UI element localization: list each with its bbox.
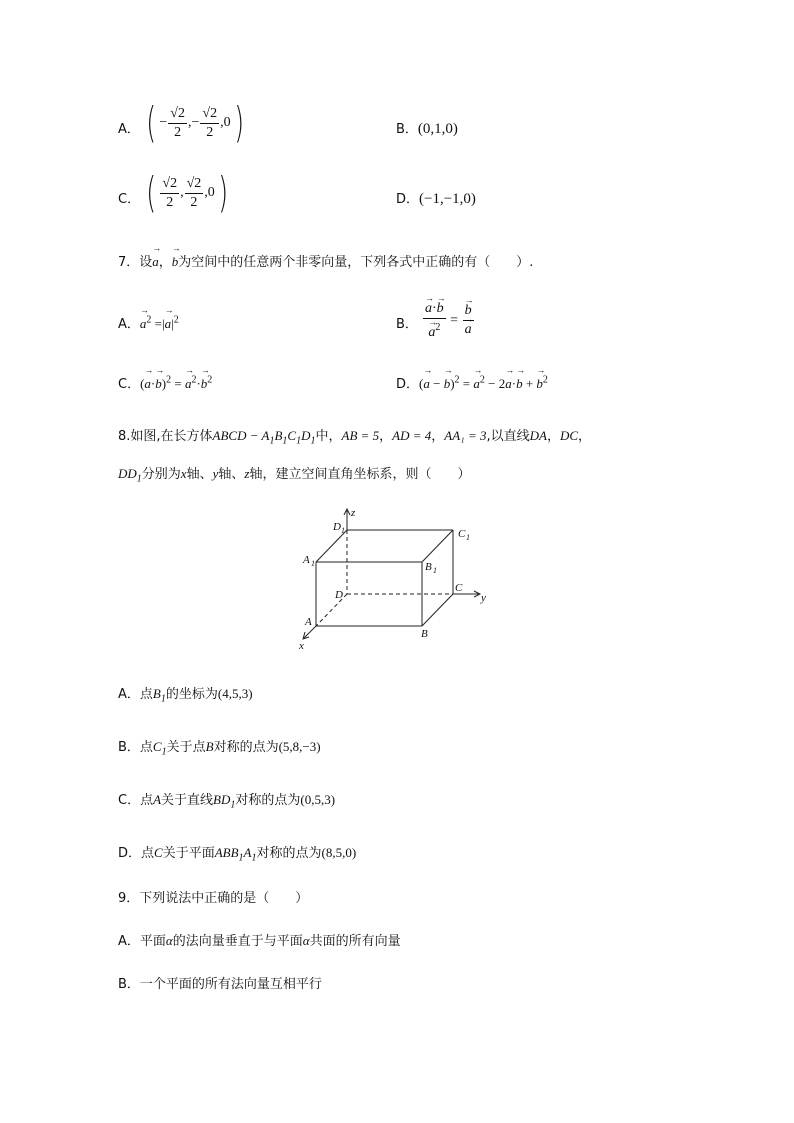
q7-option-b: B． (396, 317, 418, 332)
label-c1: C (458, 528, 466, 540)
q7-option-a: A．→ $a^2$ =|→ $a|^2$ (118, 313, 179, 332)
q7-option-d: D．(→ a − → b)$^2$ = → $a^2 - 2\to a\cdot\to b$ + → $b^2$ (396, 373, 548, 392)
q8-option-a: A．点$B_1$的坐标为(4,5,3) (118, 686, 253, 705)
cuboid-figure (296, 500, 496, 655)
label-a1: A (303, 554, 310, 566)
q6-option-a-expr: ( − $\frac{√2}{2}$ ,− $\frac{√2}{2}$ ,0) (146, 98, 244, 147)
label-b1: B (425, 561, 432, 573)
q8-stem-line1: 8.如图,在长方体ABCD − $A_1B_1C_1D_1$中，AB = 5，AD = 4，AA₁ = 3,以直线DA，DC， (118, 428, 592, 447)
svg-text:1: 1 (341, 526, 345, 535)
edge-b1c1 (422, 530, 453, 562)
label-y: y (481, 592, 486, 604)
q7-stem: 7．设→ a，→ b为空间中的任意两个非零向量，下列各式中正确的有（ ）. (118, 251, 533, 270)
svg-text:1: 1 (466, 533, 470, 542)
label-z: z (351, 507, 356, 519)
label-b: B (421, 628, 428, 640)
svg-text:1: 1 (433, 566, 437, 575)
q7-option-b-expr: → a·→ b → $a^2$ = → b → a (422, 300, 475, 342)
q6-option-d: D．(−1,−1,0) (396, 191, 476, 207)
q6-option-b: B．(0,1,0) (396, 121, 458, 137)
q6-option-c-expr: ( $\frac{√2}{2}$ , $\frac{√2}{2}$ ,0) (146, 168, 228, 217)
q8-option-b: B．点$C_1$关于点B对称的点为(5,8,−3) (118, 739, 321, 758)
q7-option-c: C．(→ a·→ b)$^2$ = → $a^2\cdot\to b^2$ (118, 373, 212, 392)
q9-option-a: A．平面α的法向量垂直于与平面α共面的所有向量 (118, 933, 401, 949)
label-a: A (305, 616, 312, 628)
edge-bc (422, 594, 453, 626)
label-d1: D (333, 521, 341, 533)
svg-text:1: 1 (311, 559, 315, 568)
label-x: x (299, 640, 304, 652)
q8-stem-line2: $DD_1$分别为x轴、y轴、z轴，建立空间直角坐标系，则（ ） (118, 466, 471, 485)
label-d: D (335, 589, 343, 601)
label-c: C (455, 582, 463, 594)
q9-stem: 9．下列说法中正确的是（ ） (118, 891, 309, 906)
q9-option-b: B．一个平面的所有法向量互相平行 (118, 977, 322, 992)
q6-option-a: A． (118, 122, 140, 137)
q8-option-c: C．点A关于直线$BD_1$对称的点为(0,5,3) (118, 792, 336, 811)
q8-option-d: D．点C关于平面$ABB_1A_1$对称的点为(8,5,0) (118, 845, 357, 864)
q6-option-c: C． (118, 192, 141, 207)
